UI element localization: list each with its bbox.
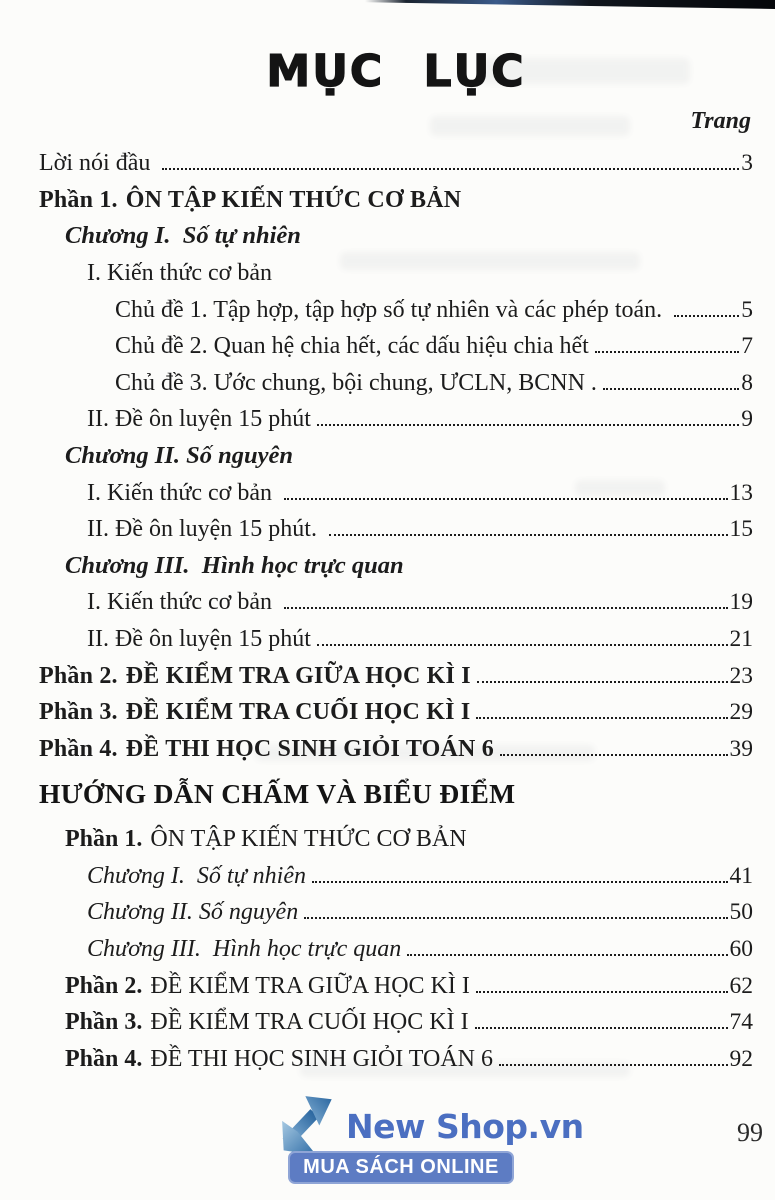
toc-entry-label: ĐỀ KIỂM TRA GIỮA HỌC KÌ I xyxy=(125,662,471,689)
toc-entry-label: II. Đề ôn luyện 15 phút xyxy=(87,406,311,433)
dot-leader xyxy=(312,881,728,883)
dot-leader xyxy=(603,388,739,390)
toc-entry-page-number: 9 xyxy=(741,406,753,433)
mua-sach-online-banner: MUA SÁCH ONLINE xyxy=(288,1151,514,1184)
dot-leader xyxy=(500,754,728,756)
toc-entry-label: II. Đề ôn luyện 15 phút. xyxy=(87,516,323,543)
toc-entry-prefix: Phần 4. xyxy=(65,1045,143,1072)
toc-entry-label: Chủ đề 1. Tập hợp, tập hợp số tự nhiên và các phép toán. xyxy=(115,296,669,323)
toc-entry-page-number: 21 xyxy=(729,625,753,652)
toc-entry-label: Chương II. Số nguyên xyxy=(65,441,293,469)
toc-entry-page-number: 8 xyxy=(741,369,753,396)
toc-entry xyxy=(39,817,753,854)
toc-entry-prefix: Phần 1. xyxy=(39,186,118,213)
toc-entry-label: Chương II. Số nguyên xyxy=(87,899,299,926)
dot-leader xyxy=(284,498,728,500)
toc-entry-page-number: 50 xyxy=(729,899,753,926)
toc-entry-prefix: Phần 2. xyxy=(65,972,143,999)
toc-entry-page-number: 29 xyxy=(729,699,753,726)
toc-entry-label: ĐỀ KIỂM TRA CUỐI HỌC KÌ I xyxy=(150,1009,469,1036)
answers-section-heading: HƯỚNG DẪN CHẤM VÀ BIỂU ĐIỂM xyxy=(39,777,516,809)
dot-leader xyxy=(595,351,739,353)
toc-entry xyxy=(39,543,753,580)
toc-entry-prefix: Phần 2. xyxy=(39,662,118,689)
dot-leader xyxy=(477,681,728,683)
toc-entry xyxy=(39,287,753,324)
toc-entry-page-number: 13 xyxy=(729,479,753,506)
toc-entry-label: Chủ đề 2. Quan hệ chia hết, các dấu hiệu chia hết xyxy=(115,333,589,360)
toc-entry xyxy=(39,470,753,507)
toc-entry-page-number: 39 xyxy=(729,735,753,762)
toc-entry xyxy=(39,397,753,434)
toc-entry xyxy=(39,890,753,927)
toc-entry-page-number: 3 xyxy=(741,150,753,177)
toc-entry-page-number: 74 xyxy=(729,1009,753,1036)
toc-entry-prefix: Phần 1. xyxy=(65,826,143,853)
dot-leader xyxy=(476,717,727,719)
toc-entry-label: II. Đề ôn luyện 15 phút xyxy=(87,625,311,652)
dot-leader xyxy=(476,991,728,993)
dot-leader xyxy=(407,954,727,956)
toc-entry-label: Lời nói đầu xyxy=(39,150,157,177)
page-title: MỤC LỤC xyxy=(266,46,526,97)
toc-entry-page-number: 92 xyxy=(729,1045,753,1072)
toc-entry-label: I. Kiến thức cơ bản xyxy=(87,479,278,506)
toc-entry xyxy=(39,250,753,287)
toc-entry-label: Chủ đề 3. Ước chung, bội chung, ƯCLN, BCNN . xyxy=(115,369,597,396)
toc-entry xyxy=(39,214,753,251)
toc-entry-prefix: Phần 3. xyxy=(65,1009,143,1036)
dot-leader xyxy=(329,534,728,536)
toc-entry-label: ÔN TẬP KIẾN THỨC CƠ BẢN xyxy=(125,186,462,213)
toc-page xyxy=(39,0,753,1073)
toc-entry-label: Chương III. Hình học trực quan xyxy=(65,551,404,579)
newshop-logo-text: New Shop.vn xyxy=(346,1107,584,1146)
newshop-logo xyxy=(276,1093,584,1160)
toc-entry xyxy=(39,141,753,178)
toc-entry xyxy=(39,177,753,214)
dot-leader xyxy=(317,424,739,426)
toc-entry xyxy=(39,433,753,470)
toc-entry-page-number: 19 xyxy=(729,589,753,616)
toc-entry xyxy=(39,963,753,1000)
toc-entry-label: I. Kiến thức cơ bản xyxy=(87,259,272,286)
toc-entry xyxy=(39,853,753,890)
toc-entry xyxy=(39,653,753,690)
toc-entry xyxy=(39,926,753,963)
toc-entry xyxy=(39,507,753,544)
toc-entry xyxy=(39,1000,753,1037)
folio-page-number: 99 xyxy=(737,1118,763,1147)
toc-entry-prefix: Phần 3. xyxy=(39,699,118,726)
toc-entry-page-number: 15 xyxy=(729,516,753,543)
toc-entry xyxy=(39,1036,753,1073)
toc-entry-page-number: 7 xyxy=(741,333,753,360)
toc-entry xyxy=(39,726,753,763)
dot-leader xyxy=(475,1027,728,1029)
toc-entry-label: ĐỀ KIỂM TRA GIỮA HỌC KÌ I xyxy=(150,972,470,999)
toc-entry-label: ĐỀ THI HỌC SINH GIỎI TOÁN 6 xyxy=(125,735,494,762)
newshop-arrow-icon xyxy=(276,1093,344,1160)
toc-entry-label: ÔN TẬP KIẾN THỨC CƠ BẢN xyxy=(150,826,467,853)
dot-leader xyxy=(162,168,739,170)
toc-entry-label: I. Kiến thức cơ bản xyxy=(87,589,278,616)
toc-entry-page-number: 41 xyxy=(729,862,753,889)
toc-entry xyxy=(39,324,753,361)
toc-entry-page-number: 60 xyxy=(729,936,753,963)
toc-entry-page-number: 5 xyxy=(741,296,753,323)
dot-leader xyxy=(674,315,739,317)
toc-entry-label: Chương I. Số tự nhiên xyxy=(65,222,301,250)
toc-entry-page-number: 62 xyxy=(729,972,753,999)
toc-entry-label: ĐỀ THI HỌC SINH GIỎI TOÁN 6 xyxy=(150,1045,494,1072)
toc-entry xyxy=(39,580,753,617)
dot-leader xyxy=(317,644,728,646)
toc-entry xyxy=(39,616,753,653)
toc-entry-page-number: 23 xyxy=(729,662,753,689)
dot-leader xyxy=(304,917,727,919)
dot-leader xyxy=(499,1064,727,1066)
column-header-trang: Trang xyxy=(690,107,751,134)
toc-entry-label: Chương III. Hình học trực quan xyxy=(87,936,402,963)
toc-entry xyxy=(39,690,753,727)
toc-entry-label: ĐỀ KIỂM TRA CUỐI HỌC KÌ I xyxy=(125,699,471,726)
toc-entry xyxy=(39,360,753,397)
toc-entry-label: Chương I. Số tự nhiên xyxy=(87,862,306,889)
dot-leader xyxy=(284,607,728,609)
toc-entry-prefix: Phần 4. xyxy=(39,735,118,762)
